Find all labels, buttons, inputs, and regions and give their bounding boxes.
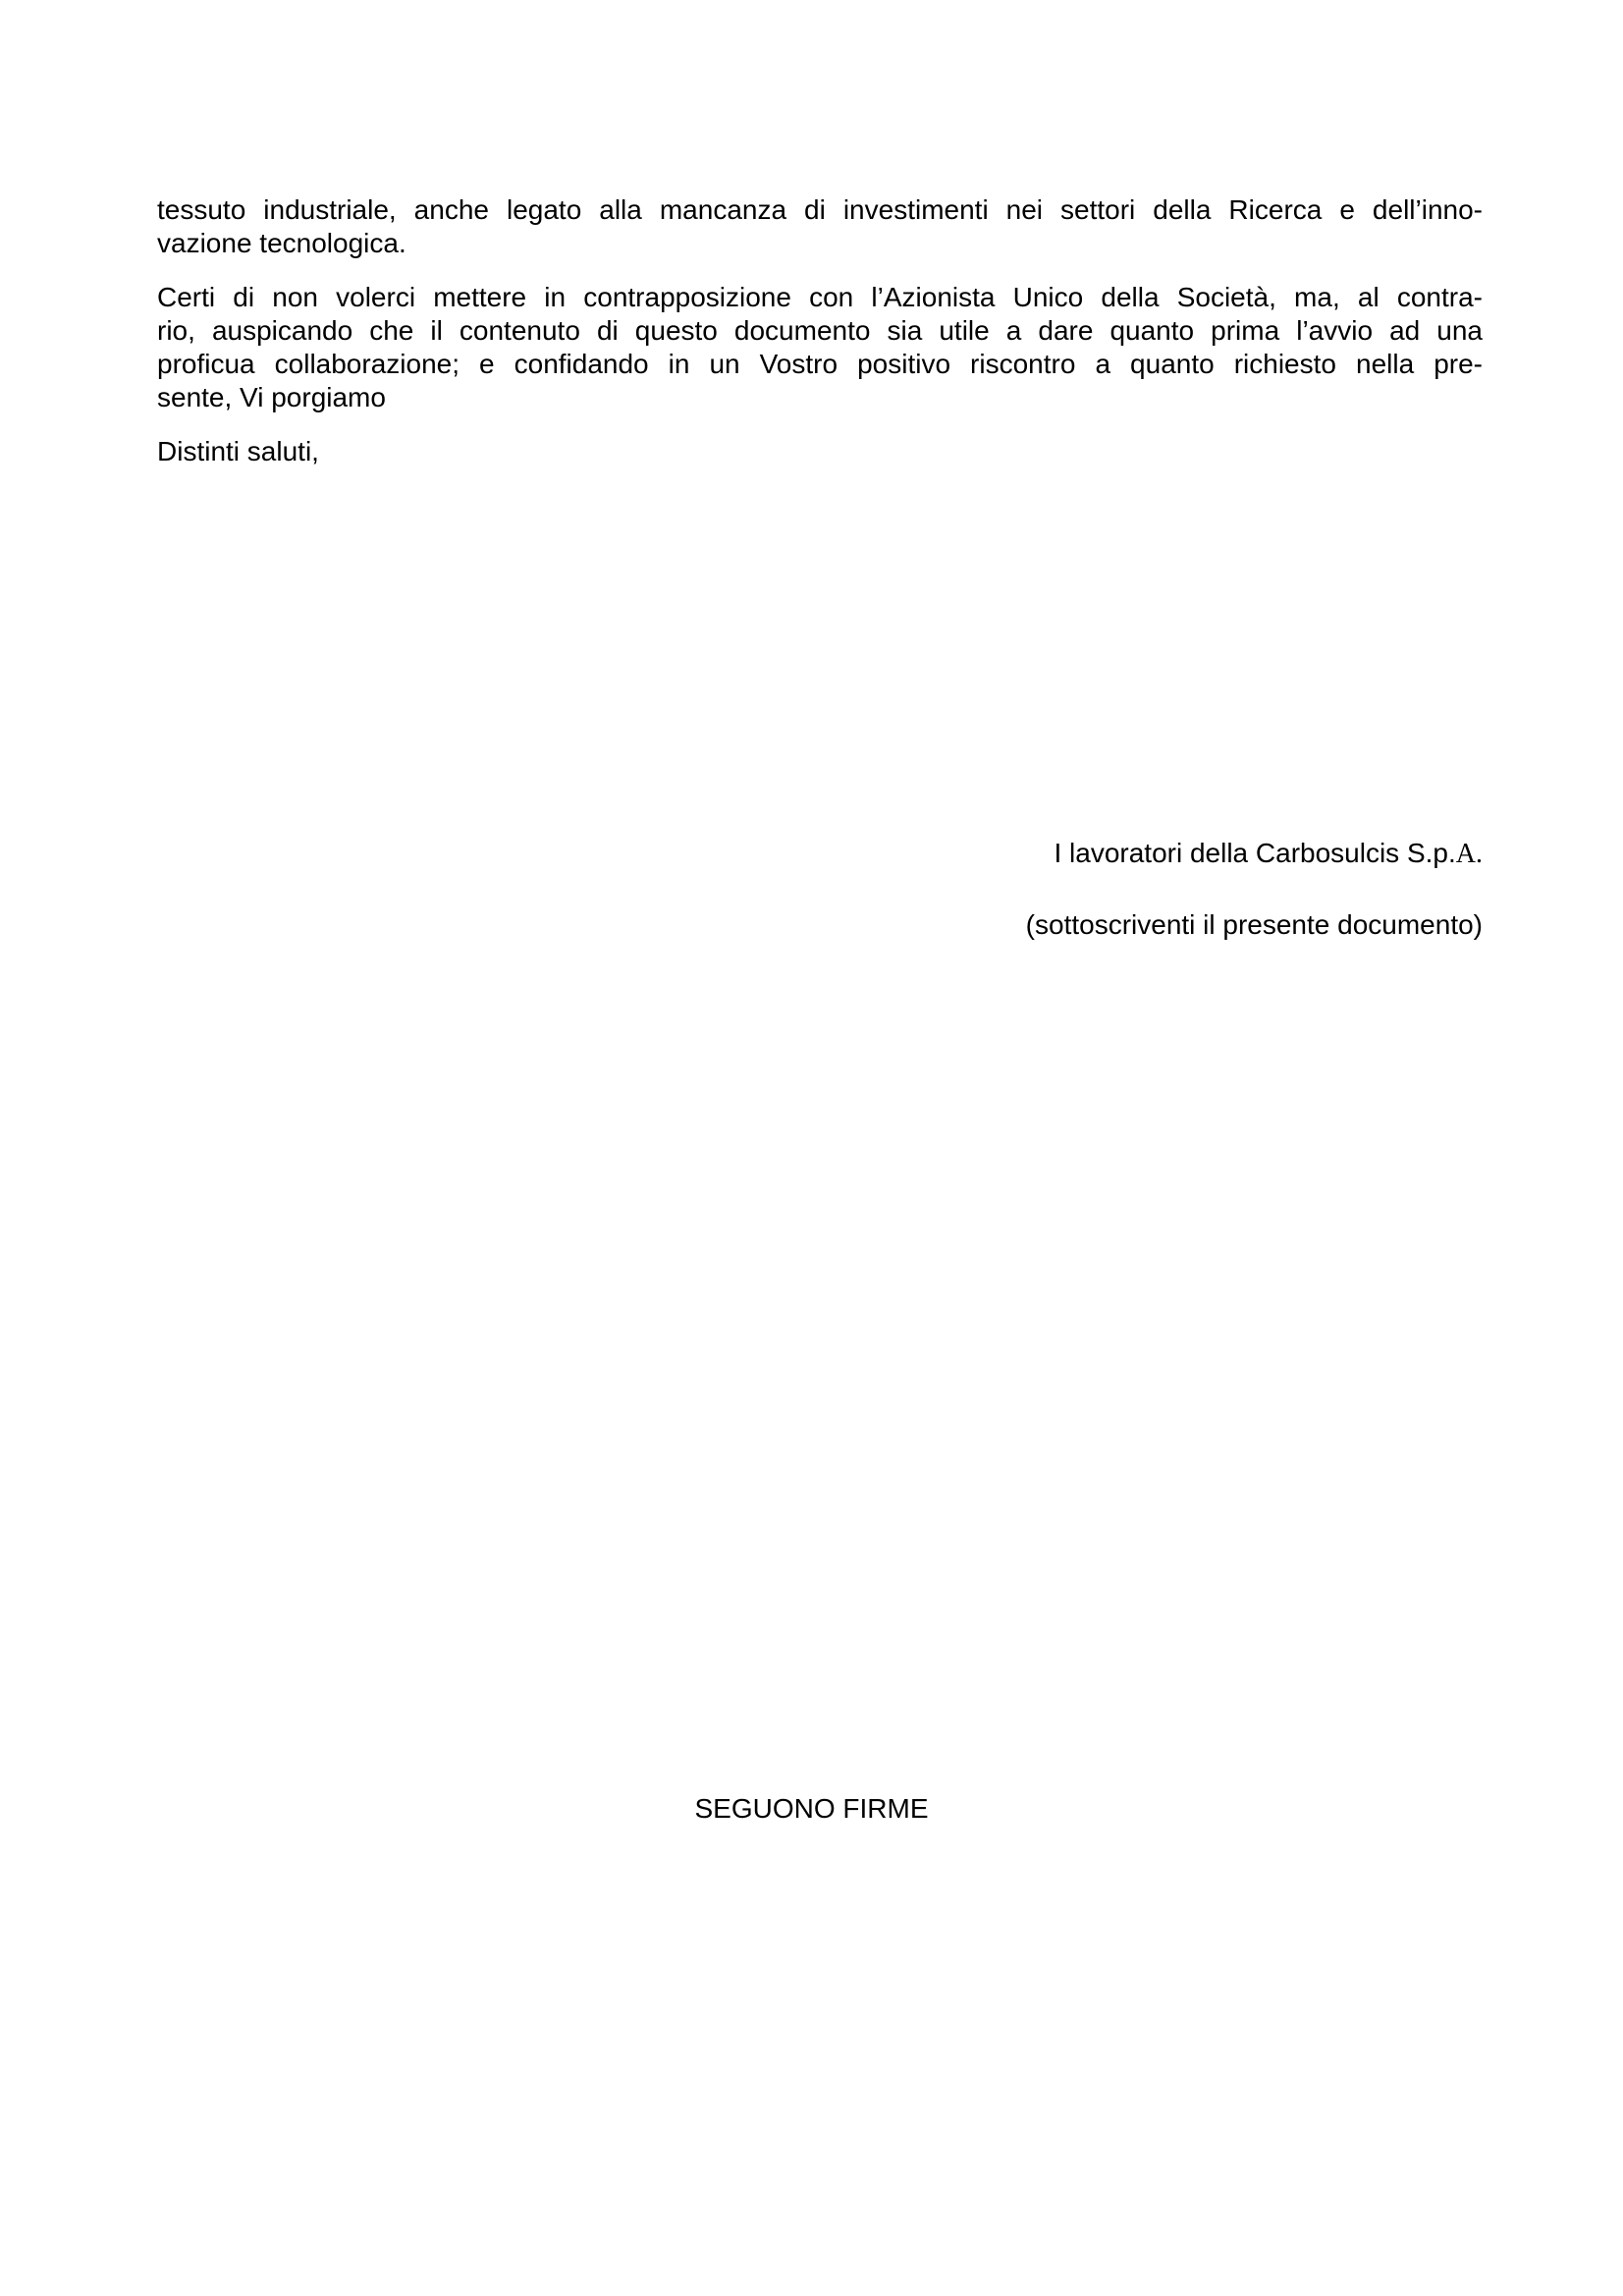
signature-organization <box>1054 838 1483 870</box>
paragraph-2-line-3: proficua collaborazione; e confidando in un Vostro positivo riscontro a quanto richiesto nella pre- <box>157 349 1483 379</box>
signatures-follow-note: SEGUONO FIRME <box>694 1793 929 1824</box>
paragraph-1-line-2: vazione tecnologica. <box>157 228 406 258</box>
paragraph-2-line-4: sente, Vi porgiamo <box>157 382 386 412</box>
paragraph-2-line-1: Certi di non volerci mettere in contrapposizione con l’Azionista Unico della Società, ma, al contra- <box>157 282 1483 312</box>
signature-organization-suffix: A. <box>1455 839 1483 869</box>
signature-subtitle: (sottoscriventi il presente documento) <box>1025 909 1483 940</box>
signature-organization-main: I lavoratori della Carbosulcis S.p. <box>1054 838 1456 868</box>
closing-salutation: Distinti saluti, <box>157 436 319 466</box>
paragraph-2-line-2: rio, auspicando che il contenuto di questo documento sia utile a dare quanto prima l’avvio ad una <box>157 315 1483 346</box>
paragraph-1-line-1: tessuto industriale, anche legato alla mancanza di investimenti nei settori della Ricerca e dell’inno- <box>157 194 1483 225</box>
